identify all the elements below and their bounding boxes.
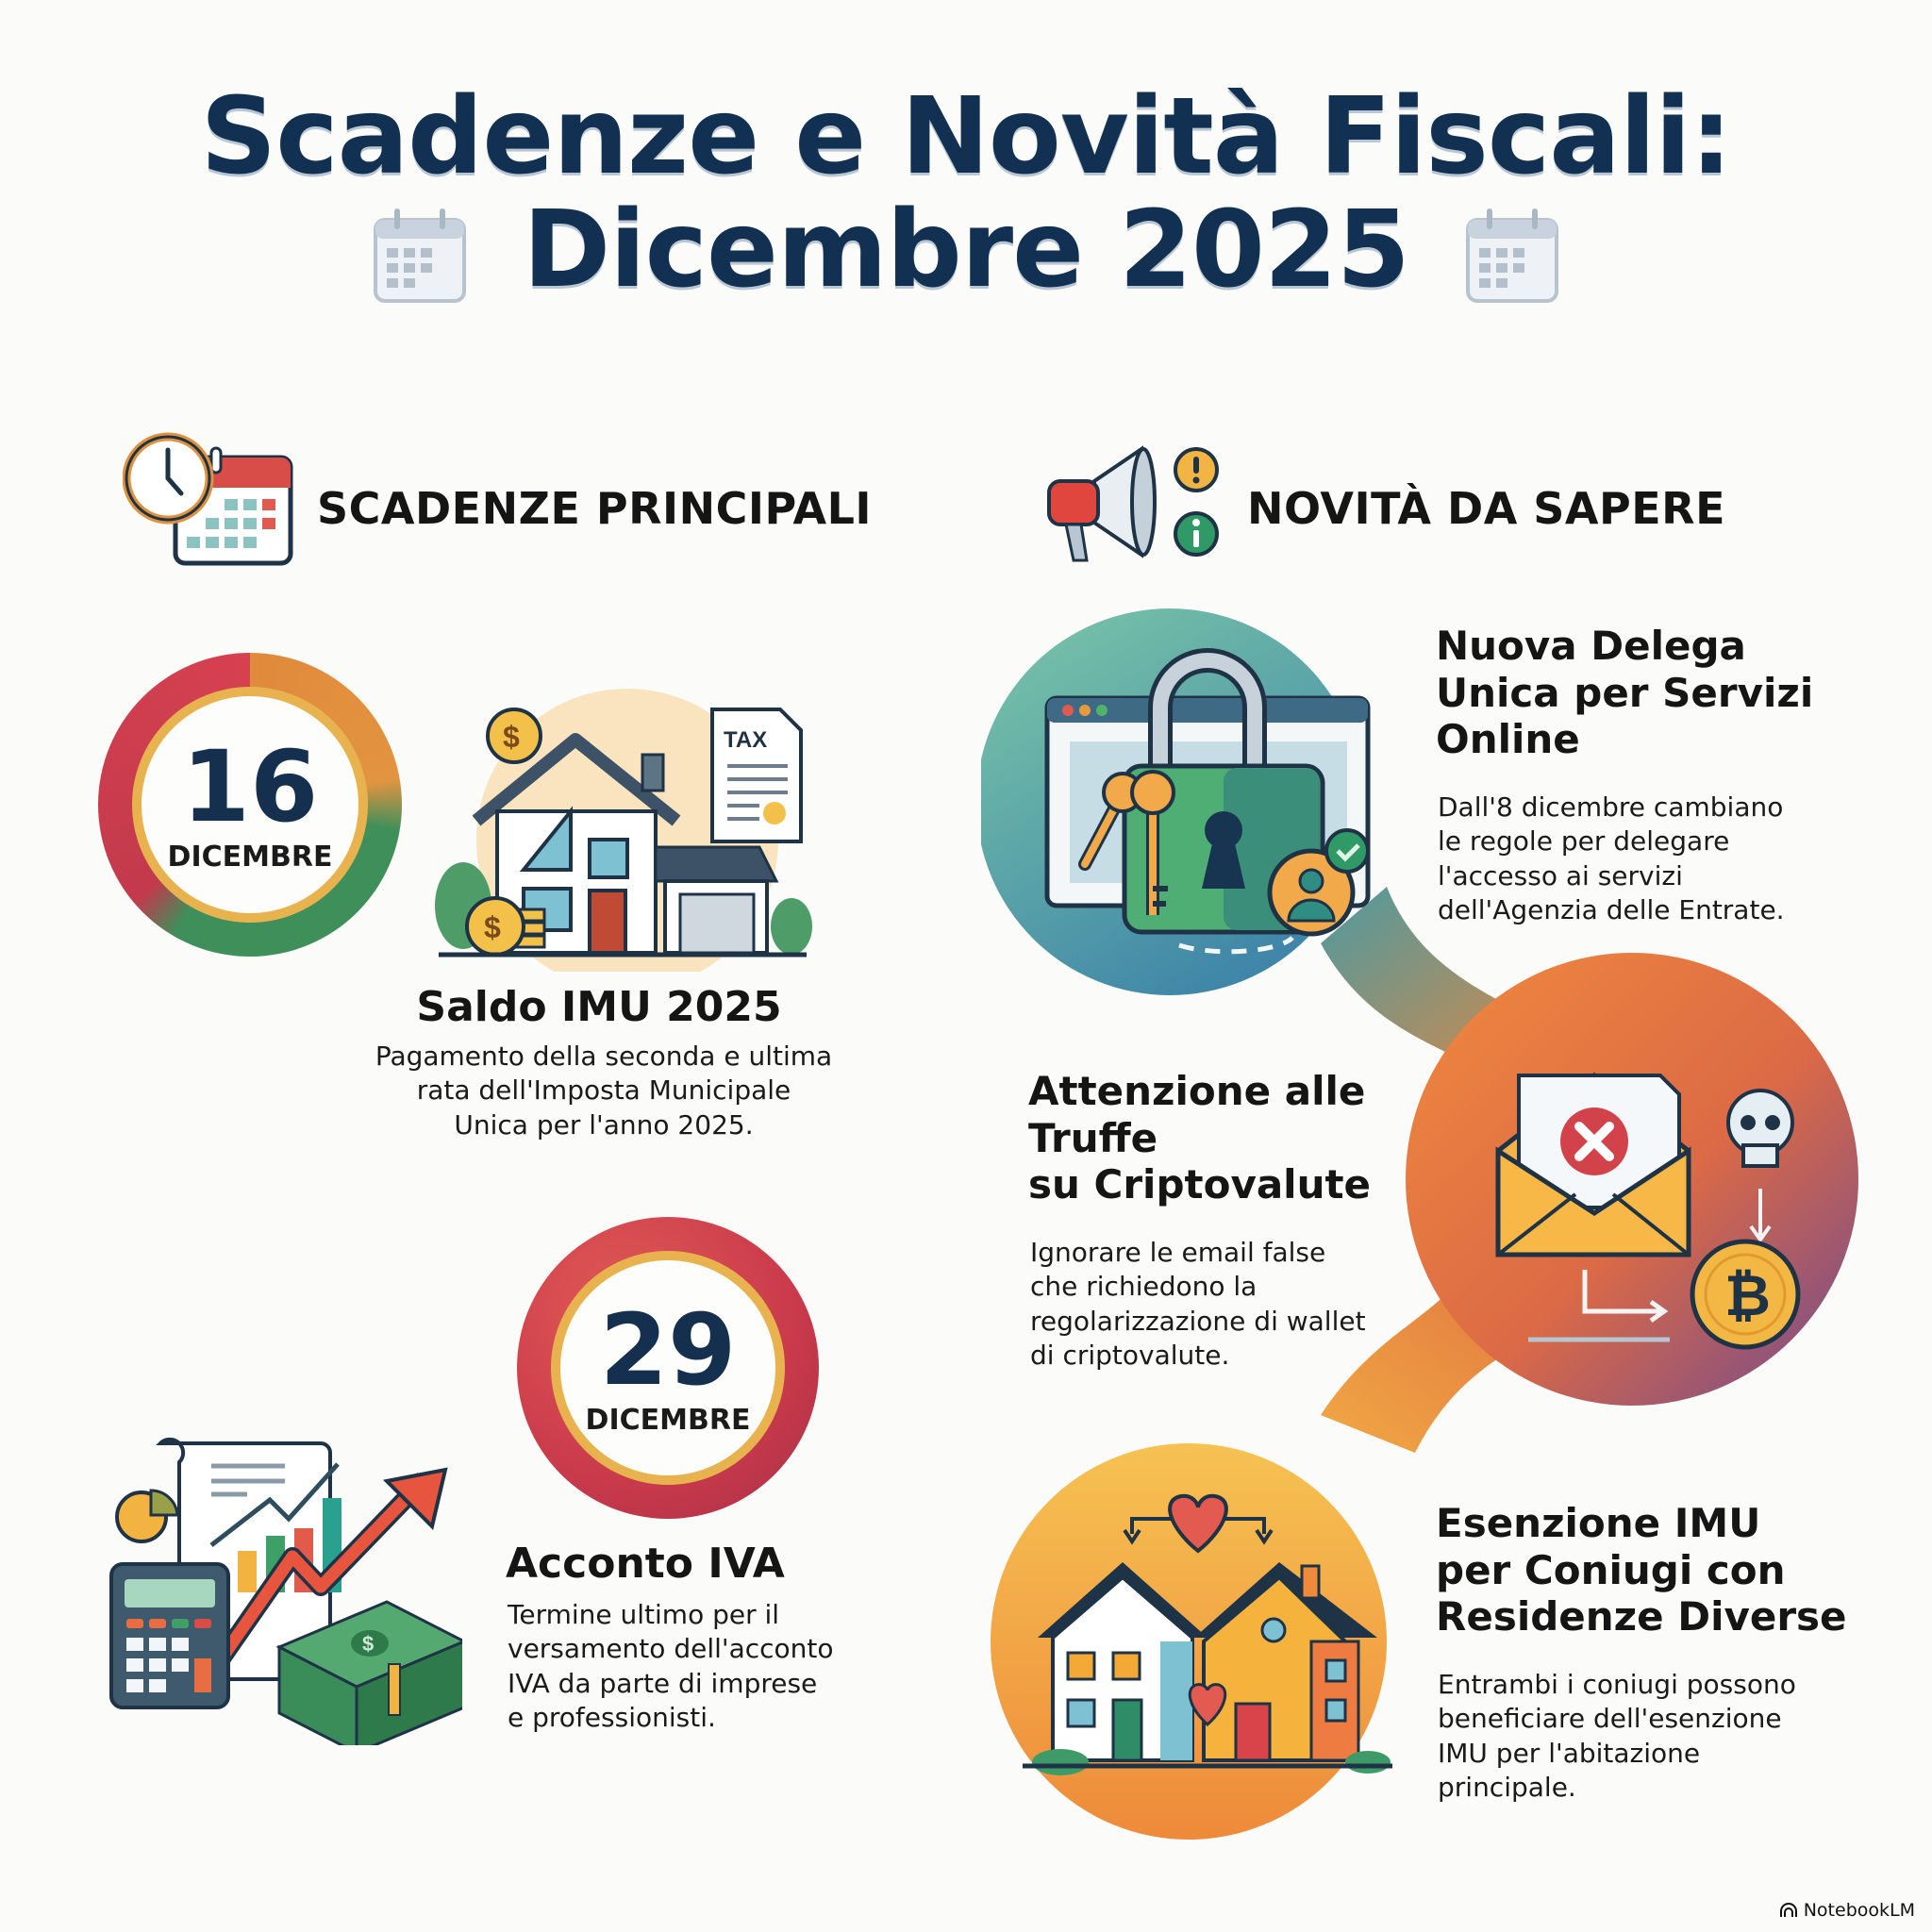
- section-heading-deadlines: SCADENZE PRINCIPALI: [317, 483, 873, 534]
- two-houses-hearts-illustration: [1019, 1491, 1396, 1792]
- svg-text:$: $: [484, 910, 501, 944]
- date-badge-16-december: [98, 653, 402, 957]
- calendar-icon: [368, 203, 472, 307]
- house-tax-coins-illustration: [429, 679, 816, 972]
- news-description-delega: Dall'8 dicembre cambiano le regole per delegare l'accesso ai servizi dell'Agenzia delle Entrate.: [1438, 791, 1785, 926]
- notebooklm-logo-icon: [1779, 1903, 1798, 1918]
- news-description-esenzione: Entrambi i coniugi possono beneficiare dell'esenzione IMU per l'abitazione principale.: [1438, 1669, 1796, 1804]
- deadline-title-imu: Saldo IMU 2025: [416, 983, 782, 1031]
- calculator-chart-money-illustration: [94, 1424, 462, 1745]
- calendar-icon: [1460, 203, 1564, 307]
- news-title-truffe: Attenzione alle Truffe su Criptovalute: [1028, 1068, 1372, 1208]
- deadline-description-iva: Termine ultimo per il versamento dell'acconto IVA da parte di imprese e professionisti.: [508, 1599, 834, 1734]
- phishing-email-bitcoin-illustration: [1491, 1047, 1811, 1358]
- clock-calendar-icon: [123, 429, 297, 571]
- badge-day: 29: [599, 1292, 737, 1407]
- news-description-truffe: Ignorare le email false che richiedono la regolarizzazione di wallet di criptovalute.: [1030, 1237, 1366, 1372]
- svg-text:$: $: [362, 1632, 375, 1656]
- notebooklm-watermark: NotebookLM: [1779, 1900, 1915, 1921]
- news-title-delega: Nuova Delega Unica per Servizi Online: [1436, 623, 1814, 763]
- deadline-title-iva: Acconto IVA: [506, 1540, 785, 1588]
- date-badge-29-december: [517, 1217, 819, 1519]
- svg-text:₿: ₿: [1724, 1264, 1771, 1327]
- svg-text:TAX: TAX: [724, 727, 768, 753]
- badge-month: DICEMBRE: [585, 1404, 751, 1437]
- svg-text:$: $: [503, 720, 520, 754]
- section-heading-news: NOVITÀ DA SAPERE: [1247, 483, 1726, 534]
- padlock-keys-user-illustration: [1028, 641, 1387, 962]
- news-title-esenzione: Esenzione IMU per Coniugi con Residenze Diverse: [1436, 1500, 1847, 1641]
- deadline-description-imu: Pagamento della seconda e ultima rata dell'Imposta Municipale Unica per l'anno 2025.: [375, 1041, 833, 1141]
- page-title-line1: Scadenze e Novità Fiscali:: [200, 75, 1732, 198]
- page-title-line2: Dicembre 2025: [523, 189, 1409, 311]
- badge-day: 16: [181, 729, 319, 844]
- badge-month: DICEMBRE: [167, 841, 333, 874]
- megaphone-alert-info-icon: [1038, 436, 1226, 568]
